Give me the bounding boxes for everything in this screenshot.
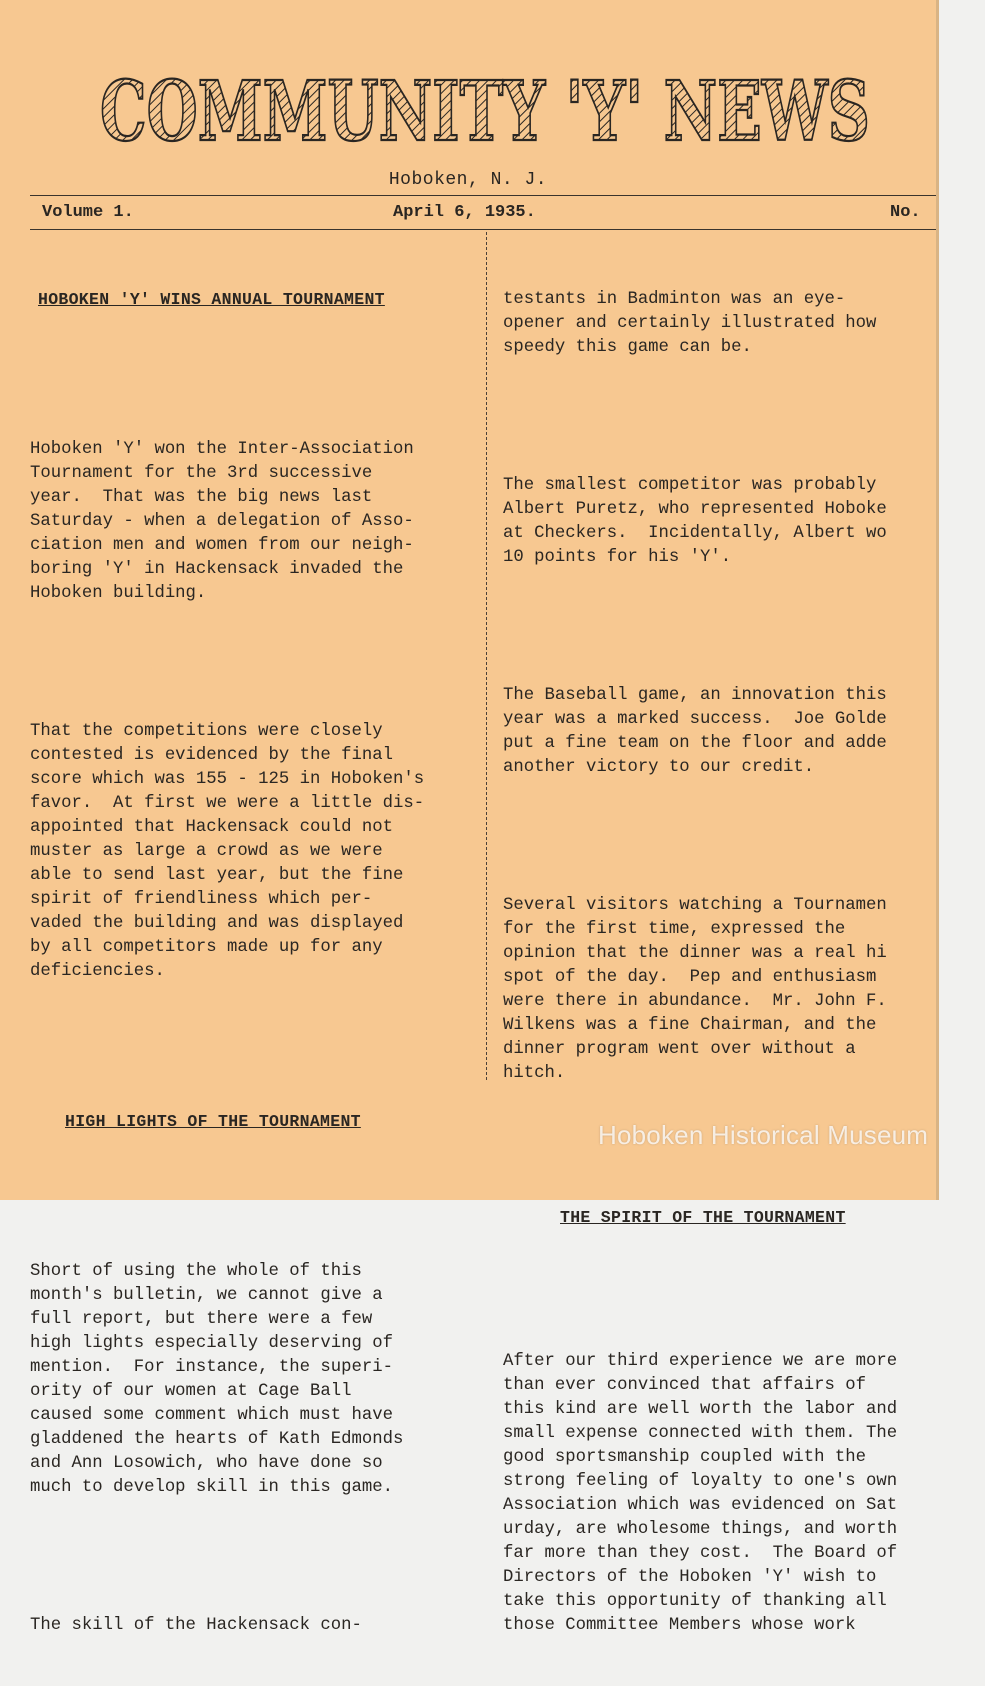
article-paragraph: Several visitors watching a Tournamen for the first time, expressed the opinion that the dinner was a real hi spot of the day. Pep and enthusiasm were there in abundance. Mr. John F. Wilkens was a fine Chairman, and the dinner program went over without a hitch. xyxy=(503,896,887,1083)
masthead-title: COMMUNITY 'Y' NEWS xyxy=(100,64,870,160)
header-rule-top xyxy=(30,195,936,196)
article-paragraph: The skill of the Hackensack con- xyxy=(30,1616,362,1635)
header-rule-bottom xyxy=(30,229,936,230)
article-paragraph: Short of using the whole of this month's bulletin, we cannot give a full report, but there were a few high lights especially deserving of mention. For instance, the superi- ority of our women at Cage Ball caused some comment which must have gladdened the hearts of Kath Edmonds and Ann Losowich, who have done so much to develop skill in this game. xyxy=(30,1262,404,1497)
issue-date: April 6, 1935. xyxy=(393,203,536,222)
article-paragraph: That the competitions were closely contested is evidenced by the final score which was 155 - 125 in Hoboken's favor. At first we were a little dis- appointed that Hackensack could not muster as large a crowd as we were able to send last year, but the fine spirit of friendliness which per- vaded the building and was displayed by all competitors made up for any deficiencies. xyxy=(30,722,425,981)
issue-number: No. xyxy=(890,203,921,222)
headline-spirit: THE SPIRIT OF THE TOURNAMENT xyxy=(560,1208,846,1227)
article-paragraph: testants in Badminton was an eye- opener and certainly illustrated how speedy this game can be. xyxy=(503,290,877,357)
column-divider xyxy=(486,232,487,1080)
left-column xyxy=(30,240,482,1686)
museum-watermark: Hoboken Historical Museum xyxy=(598,1120,929,1150)
article-paragraph: Hoboken 'Y' won the Inter-Association Tournament for the 3rd successive year. That was the big news last Saturday - when a delegation of Asso- ciation men and women from our neigh- boring 'Y' in Hackensack invaded the Hoboken building. xyxy=(30,440,414,603)
masthead-logo xyxy=(90,62,880,162)
right-column xyxy=(503,240,936,1686)
headline-tournament-win: HOBOKEN 'Y' WINS ANNUAL TOURNAMENT xyxy=(38,290,385,309)
location-line: Hoboken, N. J. xyxy=(388,170,548,190)
article-paragraph: After our third experience we are more than ever convinced that affairs of this kind are well worth the labor and small expense connected with them. The good sportsmanship coupled with the strong feeling of loyalty to one's own Association which was evidenced on Sat urday, are wholesome things, and worth far more than they cost. The Board of Directors of the Hoboken 'Y' wish to take this opportunity of thanking all those Committee Members whose work xyxy=(503,1352,898,1635)
paper-edge xyxy=(936,0,939,1200)
headline-high-lights: HIGH LIGHTS OF THE TOURNAMENT xyxy=(65,1112,361,1131)
volume-label: Volume 1. xyxy=(42,203,134,222)
article-paragraph: The smallest competitor was probably Albert Puretz, who represented Hoboke at Checkers. Incidentally, Albert wo 10 points for his 'Y'. xyxy=(503,476,887,567)
article-paragraph: The Baseball game, an innovation this year was a marked success. Joe Golde put a fine team on the floor and adde another victory to our credit. xyxy=(503,686,887,777)
issue-info-row xyxy=(30,203,936,225)
